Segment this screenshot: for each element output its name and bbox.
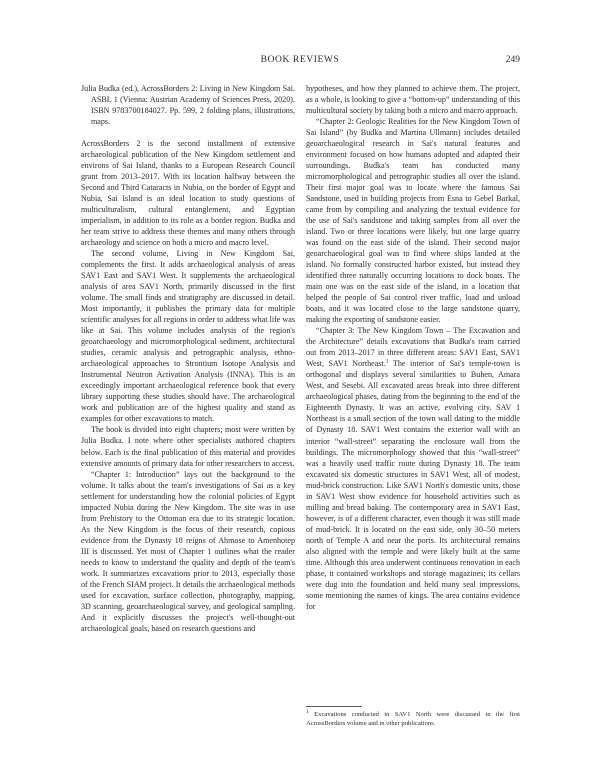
paragraph-continuation: The interior of Sai's temple-town is orthogonal and displays several similarities to Buhen, Amara West, and Sesebi. All excavated areas break into three different archaeological phases, dating from the beginning to the end of the Eighteenth Dynasty. It was an active, evolving city. SAV 1 Northeast is a small section of the town wall dating to the middle of Dynasty 18. SAV1 West contains the exterior wall with an interior “wall-street” separating the enclosure wall from the buildings. The micromorphology showed that this “wall-street” was a heavily used traffic route during Dynasty 18. The team excavated six domestic structures in SAV1 West, all of modest, mud-brick construction. Like SAV1 North's domestic units, those in SAV1 West show evidence for household activities such as milling and bread baking. The contemporary area in SAV1 East, however, is of a different character, even though it was still made of mud-brick. It is located on the east side, only 30–50 meters north of Temple A and near the ports. Its architectural remains also aligned with the temple and were likely built at the same time. Although this area underwent continuous renovation in each phase, it contained workshops and storage magazines; its cellars were dug into the foundation and held many seal impressions, some mentioning the names of kings. The area contains evidence for: [306, 359, 520, 611]
right-column: [306, 83, 520, 612]
footnote-text: Excavations conducted in SAV1 North were discussed in the first AcrossBorders volume and in other publications.: [306, 711, 520, 727]
paragraph: The book is divided into eight chapters; most were written by Julia Budka. I note where other specialists authored chapters below. Each is the final publication of this material and provides extensive amounts of primary data for other researchers to access.: [81, 425, 295, 468]
left-column: [81, 83, 295, 634]
footnote-marker[interactable]: 1: [385, 358, 389, 365]
paragraph: [306, 325, 520, 611]
paragraph: AcrossBorders 2 is the second installment of extensive archaeological publication of the New Kingdom settlement and environs of Sai Island, thanks to a European Research Council grant from 2013–2017. With its location halfway between the Second and Third Cataracts in Nubia, on the border of Egypt and Nubia, Sai Island is an ideal location to study questions of multiculturalism, cultural entanglement, and Egyptian imperialism, in addition to its role as a border region. Budka and her team strive to address these themes and many others through archaeology and science on both a micro and macro level.: [81, 139, 295, 248]
paragraph: The second volume, Living in New Kingdom Sai, complements the first. It adds archaeological analysis of areas SAV1 East and SAV1 West. It supplements the archaeological analysis of area SAV1 North, primarily discussed in the first volume. The small finds and stratigraphy are discussed in detail. Most importantly, it publishes the primary data for multiple scientific analyses for all regions in order to address what life was like at Sai. This volume includes analysis of the region's geoarchaeology and micromorphological sediment, architectural studies, ceramic analysis and petrographic analysis, ethno-archaeological approaches to Strontium Isotope Analysis and Instrumental Neutron Activation Analysis (INNA). This is an exceedingly important archaeological reference book that every library supporting these studies should have. The archaeological work and publication are of the highest quality and stand as examples for other excavations to match.: [81, 249, 295, 424]
paragraph: “Chapter 2: Geologic Realities for the New Kingdom Town of Sai Island” (by Budka and Martina Ullmann) includes detailed geoarchaeological research in Sai's natural features and environment focused on how humans adopted and adapted their surroundings. Budka's team has conducted many micromorphological and petrographic studies all over the island. Their first major goal was to locate where the famous Sai Sandstone, used in building projects from Esna to Gebel Barkal, came from by compiling and analyzing the textual evidence for the use of Sai's sandstone and taking samples from all over the island. Two or three locations were likely, but one large quarry was found on the east side of the island. Their second major geoarchaeological goal was to find where ships landed at the island. No formally constructed harbor existed, but instead they identified three naturally occurring locations to dock boats. The main one was on the east side of the island, in a location that helped the people of Sai control river traffic, load and unload boats, and it was located close to the large sandstone quarry, making the exporting of sandstone easier.: [306, 117, 520, 325]
footnote: [306, 710, 520, 728]
page-number: 249: [505, 55, 520, 65]
footnote-number: 1: [306, 708, 309, 715]
book-citation: Julia Budka (ed.), AcrossBorders 2: Living in New Kingdom Sai. ASBL 1 (Vienna: Austrian Academy of Sciences Press, 2020). ISBN 9783700184027. Pp. 599, 2 folding plans, illustrations, maps.: [81, 84, 295, 127]
paragraph-text: “Chapter 3: The New Kingdom Town – The Excavation and the Architecture” details excavations that Budka's team carried out from 2013–2017 in three different areas: SAV1 East, SAV1 West, SAV1 Northeast.: [306, 326, 520, 369]
paragraph: “Chapter 1: Introduction” lays out the background to the volume. It talks about the team's investigations of Sai as a key settlement for understanding how the colonial policies of Egypt impacted Nubia during the New Kingdom. The site was in use from Prehistory to the Ottoman era due to its strategic location. As the New Kingdom is the focus of their research, copious evidence from the Dynasty 18 reigns of Ahmose to Amenhotep III is discussed. Yet most of Chapter 1 outlines what the reader needs to know to understand the quality and depth of the team's work. It summarizes excavations prior to 2013, especially those of the French SIAM project. It details the archaeological methods used for excavation, surface collection, photography, mapping, 3D scanning, geoarchaeological survey, and geological sampling. And it explicitly discusses the project's well-thought-out archaeological goals, based on research questions and: [81, 469, 295, 633]
running-header-title: BOOK REVIEWS: [260, 55, 340, 65]
footnote-divider: [306, 706, 362, 707]
paragraph: hypotheses, and how they planned to achieve them. The project, as a whole, is looking to give a “bottom-up” understanding of this multicultural society by taking both a micro and macro approach.: [306, 84, 520, 116]
